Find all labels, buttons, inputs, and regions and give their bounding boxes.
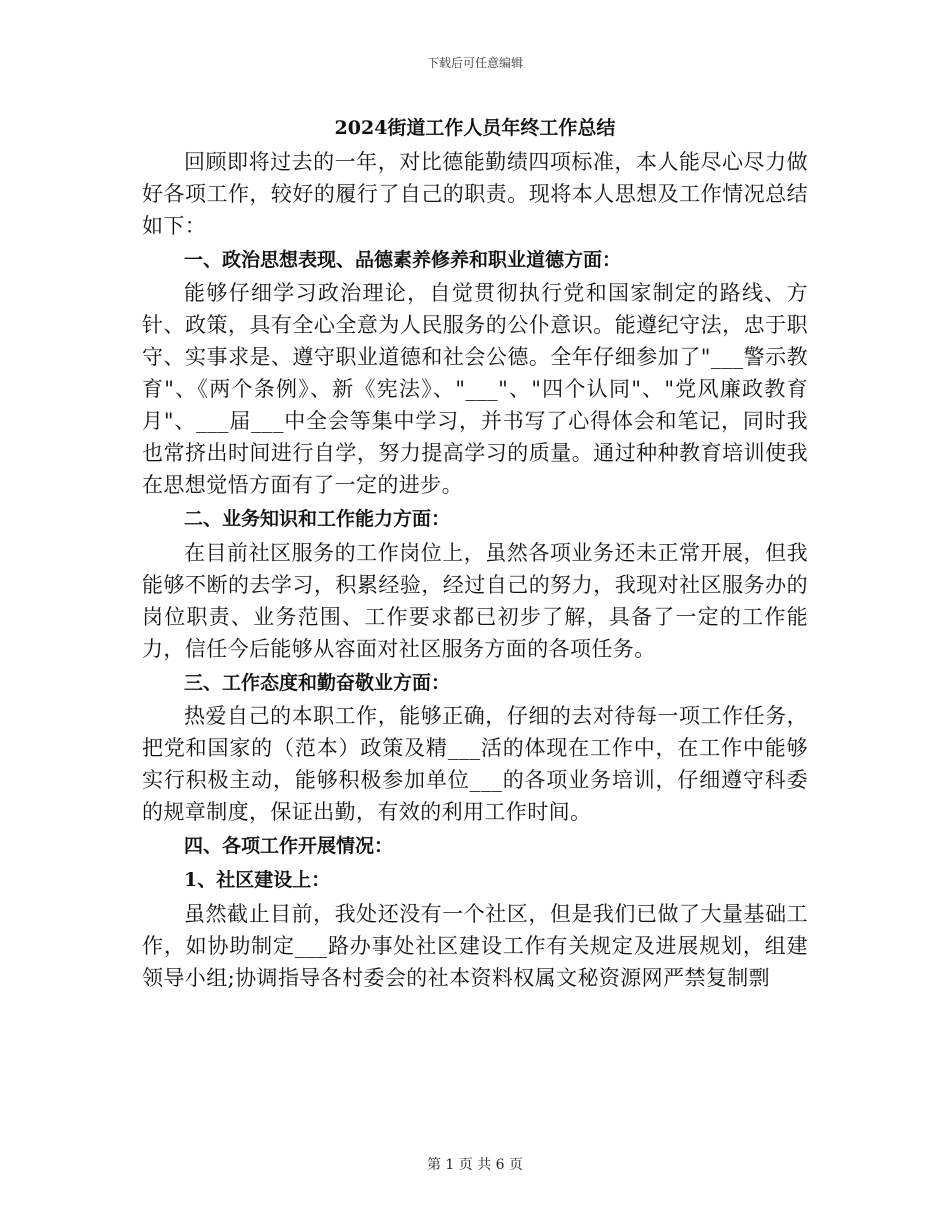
section-4-sub-1-paragraph: 虽然截止目前，我处还没有一个社区，但是我们已做了大量基础工作，如协助制定___路办事处社区建设工作有关规定及进展规划，组建领导小组;协调指导各村委会的社本资料权属文秘资源网严禁复制剽 [142,901,808,990]
section-3-paragraph: 热爱自己的本职工作，能够正确，仔细的去对待每一项工作任务，把党和国家的（范本）政策及精___活的体现在工作中，在工作中能够实行积极主动，能够积极参加单位___的各项业务培训，仔细遵守科委的规章制度，保证出勤，有效的利用工作时间。 [142,704,808,824]
section-3-heading: 三、工作态度和勤奋敬业方面： [184,671,451,694]
section-4-heading: 四、各项工作开展情况： [184,835,394,857]
document-body [142,112,808,994]
page-number: 第 1 页 共 6 页 [426,1157,524,1173]
section-1-paragraph: 能够仔细学习政治理论，自觉贯彻执行党和国家制定的路线、方针、政策，具有全心全意为人民服务的公仆意识。能遵纪守法，忠于职守、实事求是、遵守职业道德和社会公德。全年仔细参加了"___警示教育"、《两个条例》、新《宪法》、"___"、"四个认同"、"党风廉政教育月"、___届___中全会等集中学习，并书写了心得体会和笔记，同时我也常挤出时间进行自学，努力提高学习的质量。通过种种教育培训使我在思想觉悟方面有了一定的进步。 [142,281,808,497]
section-4-subheading-1: 1、社区建设上： [184,869,331,891]
header-note: 下载后可任意编辑 [426,56,523,70]
section-2-paragraph: 在目前社区服务的工作岗位上，虽然各项业务还未正常开展，但我能够不断的去学习，积累经验，经过自己的努力，我现对社区服务办的岗位职责、业务范围、工作要求都已初步了解，具备了一定的工作能力，信任今后能够从容面对社区服务方面的各项任务。 [142,540,808,661]
intro-paragraph: 回顾即将过去的一年，对比德能勤绩四项标准，本人能尽心尽力做好各项工作，较好的履行了自己的职责。现将本人思想及工作情况总结如下： [142,149,808,238]
document-title: 2024街道工作人员年终工作总结 [334,117,616,139]
section-1-heading: 一、政治思想表现、品德素养修养和职业道德方面： [184,248,622,271]
section-2-heading: 二、业务知识和工作能力方面： [184,508,451,530]
